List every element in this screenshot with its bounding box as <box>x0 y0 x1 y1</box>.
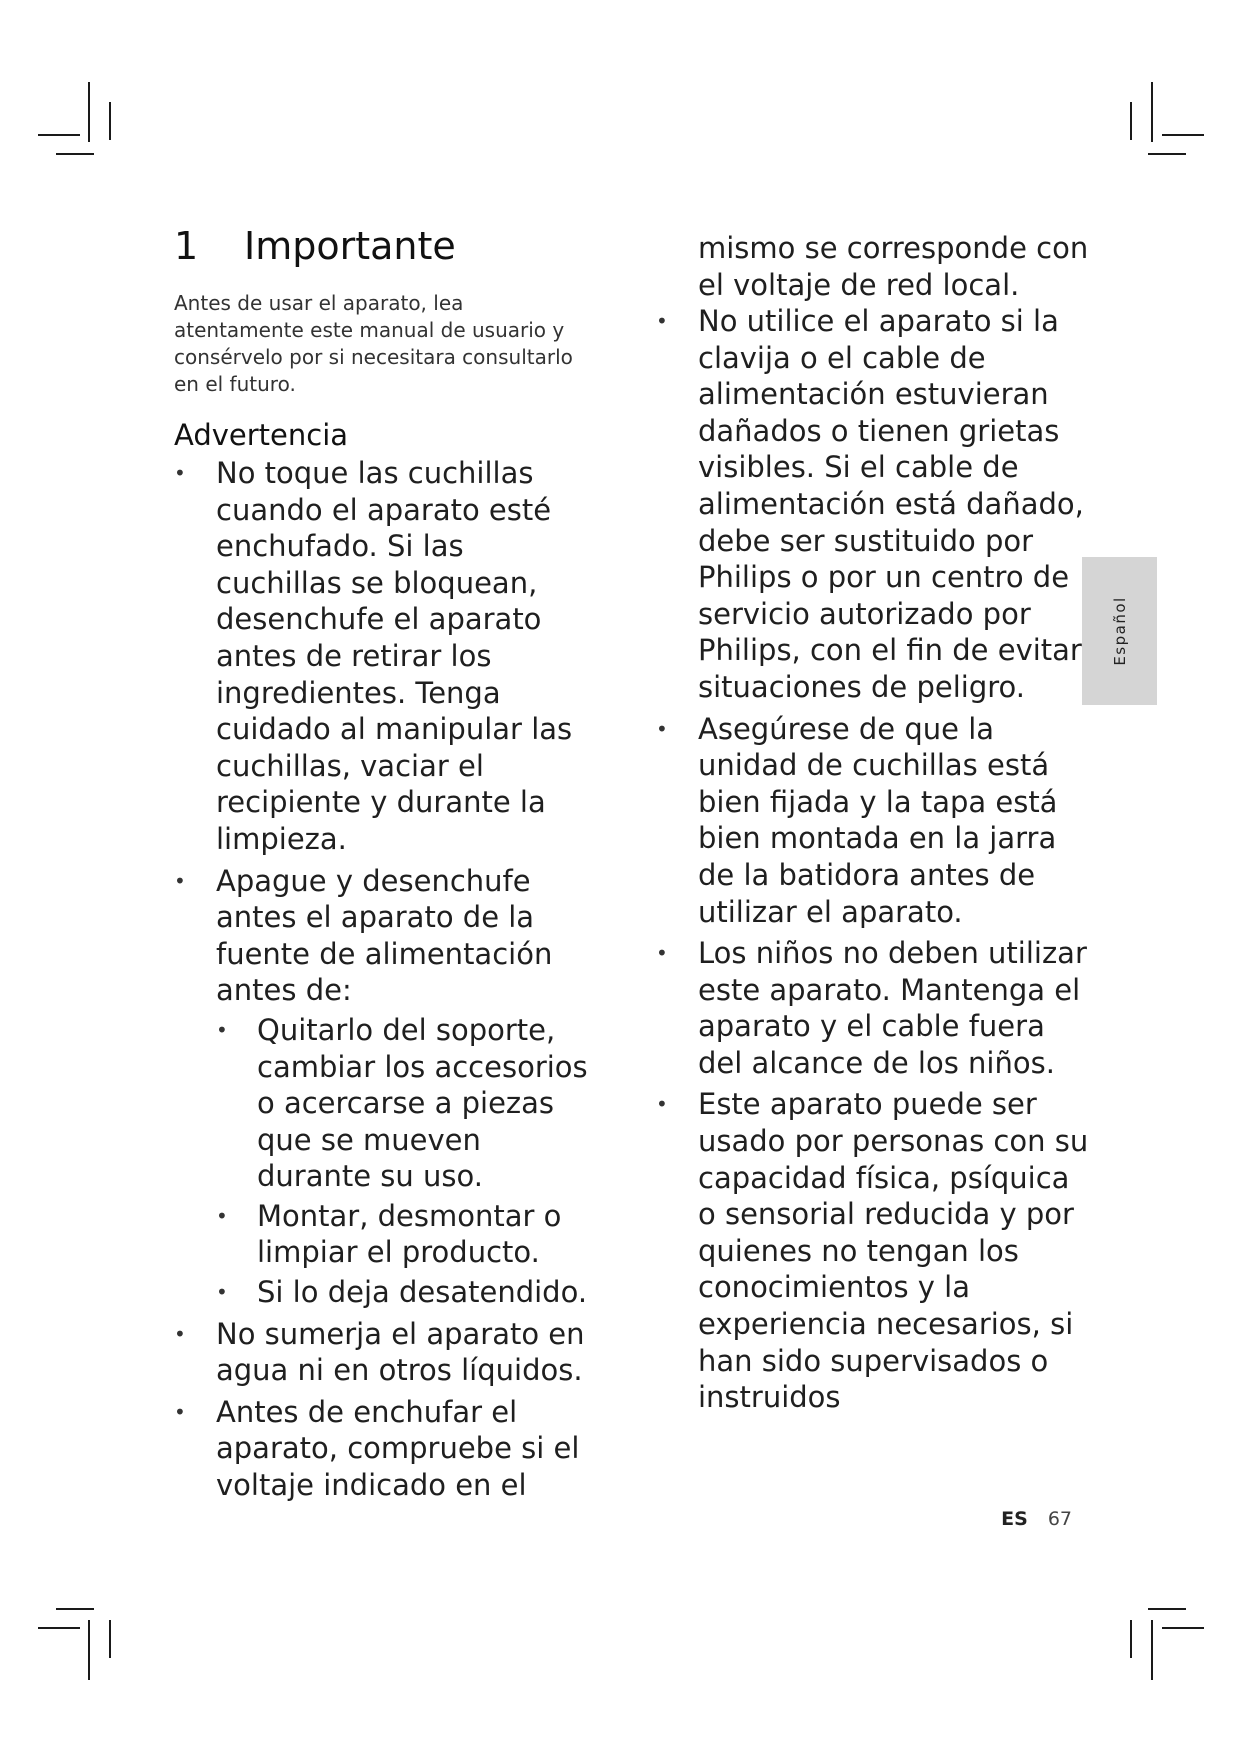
bullet-icon: • <box>656 716 668 741</box>
list-item-text: Asegúrese de que la unidad de cuchillas está bien fijada y la tapa está bien montada en la jarra de la batidora antes de utilizar el aparato. <box>698 711 1058 929</box>
intro-paragraph: Antes de usar el aparato, lea atentamente este manual de usuario y consérvelo por si necesitara consultarlo en el futuro. <box>174 291 573 396</box>
language-side-tab <box>1082 557 1157 705</box>
sub-list-item-text: Quitarlo del soporte, cambiar los accesorios o acercarse a piezas que se mueven durante su uso. <box>257 1012 588 1194</box>
sub-list-item <box>216 1012 594 1195</box>
chapter-title-text: Importante <box>244 224 456 268</box>
language-side-tab-label: Español <box>1110 596 1129 666</box>
list-item <box>174 1316 594 1389</box>
bullet-icon: • <box>174 1399 186 1424</box>
sub-list-item-text: Si lo deja desatendido. <box>257 1275 588 1310</box>
list-item <box>174 863 594 1311</box>
bullet-icon: • <box>216 1017 228 1042</box>
bullet-icon: • <box>174 461 186 485</box>
list-item-text: Antes de enchufar el aparato, compruebe si el voltaje indicado en el <box>216 1394 580 1503</box>
list-item <box>656 303 1096 706</box>
list-item <box>656 711 1096 931</box>
list-item <box>174 455 594 858</box>
bullet-icon: • <box>216 1203 228 1228</box>
chapter-number: 1 <box>174 224 199 268</box>
list-item <box>656 935 1096 1081</box>
footer-language-code: ES <box>1001 1508 1028 1530</box>
list-item-text: Este aparato puede ser usado por personas con su capacidad física, psíquica o sensorial reducida y por quienes no tengan los conocimientos y la experiencia necesarios, si han sido supervisados o instruidos <box>698 1087 1089 1415</box>
bullet-icon: • <box>174 868 186 893</box>
list-item <box>174 1394 594 1504</box>
bullet-icon: • <box>174 1321 186 1346</box>
sub-list-item-text: Montar, desmontar o limpiar el producto. <box>257 1198 562 1270</box>
list-item <box>656 1086 1096 1415</box>
list-item-text: Los niños no deben utilizar este aparato. Mantenga el aparato y el cable fuera del alcance de los niños. <box>698 936 1087 1080</box>
page-footer <box>1001 1508 1072 1530</box>
bullet-icon: • <box>656 941 668 966</box>
sub-list-item <box>216 1198 594 1271</box>
list-item-text: No sumerja el aparato en agua ni en otros líquidos. <box>216 1316 585 1388</box>
list-item-text: Apague y desenchufe antes el aparato de la fuente de alimentación antes de: <box>216 863 553 1008</box>
sub-list <box>216 1012 594 1311</box>
section-heading-warning: Advertencia <box>174 418 349 452</box>
page-number: 67 <box>1047 1508 1072 1530</box>
warning-list-left <box>174 455 594 1509</box>
bullet-icon: • <box>216 1280 228 1305</box>
right-continuation-text: mismo se corresponde con el voltaje de red local. <box>698 231 1089 302</box>
list-item-text: No utilice el aparato si la clavija o el cable de alimentación estuvieran dañados o tienen grietas visibles. Si el cable de alimentación está dañado, debe ser sustituido por Philips o por un centro de servicio autorizado por Philips, con el fin de evitar situaciones de peligro. <box>698 304 1084 704</box>
sub-list-item <box>216 1274 594 1311</box>
warning-list-right <box>656 303 1096 1421</box>
list-item-text: No toque las cuchillas cuando el aparato esté enchufado. Si las cuchillas se bloquean, desenchufe el aparato antes de retirar los ingredientes. Tenga cuidado al manipular las cuchillas, vaciar el recipiente y durante la limpieza. <box>216 456 573 856</box>
bullet-icon: • <box>656 1092 668 1117</box>
chapter-title <box>174 224 456 268</box>
bullet-icon: • <box>656 309 668 333</box>
